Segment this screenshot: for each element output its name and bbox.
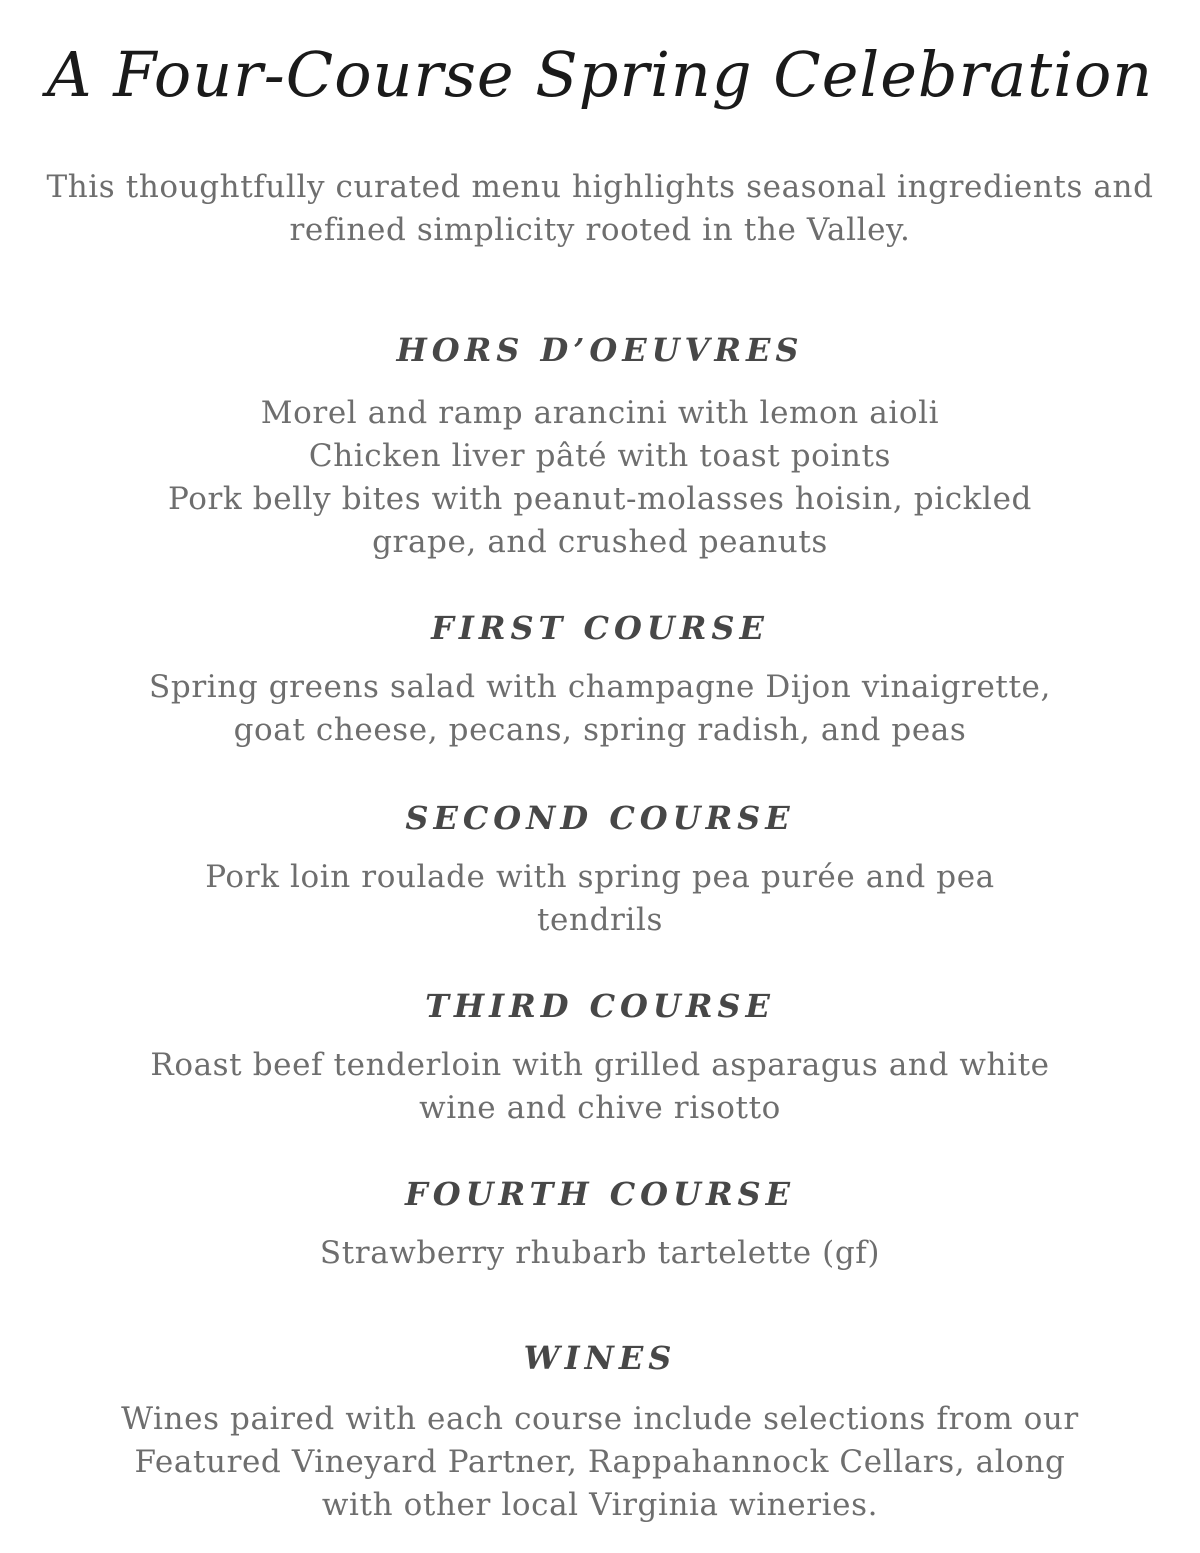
section-heading: SECOND COURSE bbox=[405, 799, 795, 837]
section-heading: WINES bbox=[523, 1339, 677, 1377]
menu-title: A Four-Course Spring Celebration bbox=[46, 38, 1154, 111]
section-items bbox=[120, 1398, 1080, 1527]
menu-item: Pork belly bites with peanut-molasses hoisin, pickled grape, and crushed peanuts bbox=[168, 481, 1032, 560]
menu-item: Spring greens salad with champagne Dijon vinaigrette, goat cheese, pecans, spring radish, and peas bbox=[149, 669, 1051, 748]
section-wines bbox=[120, 1338, 1080, 1527]
section-heading: HORS D’OEUVRES bbox=[396, 331, 804, 369]
menu-intro: This thoughtfully curated menu highlights seasonal ingredients and refined simplicity rooted in the Valley. bbox=[46, 169, 1154, 248]
section-fourth-course bbox=[60, 1174, 1140, 1275]
section-first-course bbox=[120, 608, 1080, 752]
section-third-course bbox=[120, 986, 1080, 1130]
section-items bbox=[60, 1232, 1140, 1275]
section-items bbox=[130, 392, 1070, 564]
section-heading: FOURTH COURSE bbox=[404, 1175, 796, 1213]
menu-item: Strawberry rhubarb tartelette (gf) bbox=[319, 1235, 881, 1271]
section-heading: THIRD COURSE bbox=[425, 987, 775, 1025]
section-items bbox=[120, 1044, 1080, 1130]
section-second-course bbox=[170, 798, 1030, 942]
menu-item: Pork loin roulade with spring pea purée and pea tendrils bbox=[205, 859, 995, 938]
section-items bbox=[170, 856, 1030, 942]
section-heading: FIRST COURSE bbox=[431, 609, 769, 647]
section-hors-doeuvres bbox=[130, 330, 1070, 564]
menu-item: Morel and ramp arancini with lemon aioli bbox=[260, 395, 940, 431]
section-items bbox=[120, 666, 1080, 752]
menu-item: Chicken liver pâté with toast points bbox=[308, 438, 892, 474]
menu-item: Roast beef tenderloin with grilled asparagus and white wine and chive risotto bbox=[150, 1047, 1050, 1126]
menu-item: Wines paired with each course include selections from our Featured Vineyard Partner, Rappahannock Cellars, along with other local Virginia wineries. bbox=[121, 1401, 1079, 1523]
